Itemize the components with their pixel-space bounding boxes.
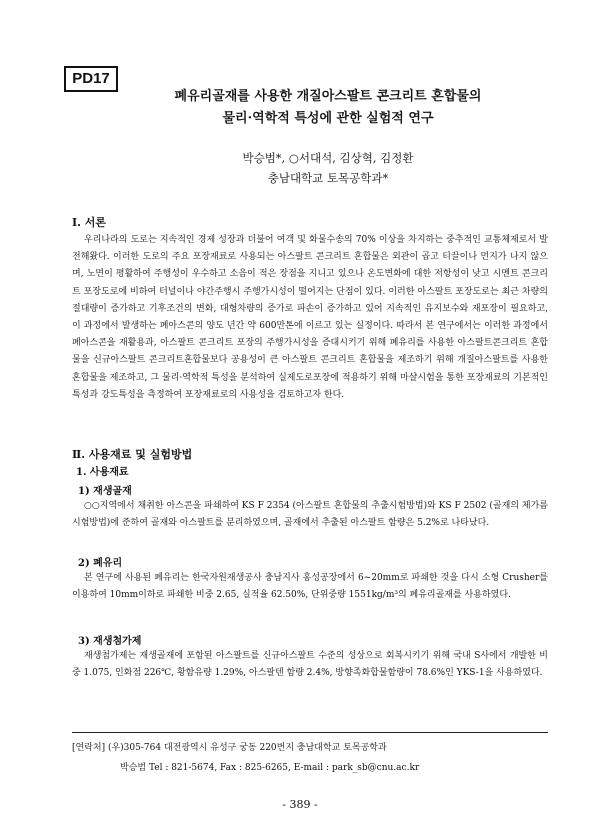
contact-block xyxy=(72,738,548,778)
paper-code-badge: PD17 xyxy=(64,66,118,92)
section-1-body: 우리나라의 도로는 지속적인 경제 성장과 더불어 여객 및 화물수송의 70% 이상을 차지하는 중추적인 교통체제로서 발전해왔다. 이러한 도로의 주요 포장재료로 사용되는 아스팔트 콘크리트 혼합물은 외관이 곱고 티끌이나 먼지가 나지 않으며, 노면이 평활하여 주행성이 우수하고 소음이 적은 장점을 지니고 있으나 온도변화에 대한 저항성이 낮고 시멘트 콘크리트 포장도로에 비하여 터널이나 야간주행시 주행가시성이 떨어지는 단점이 있다. 이러한 아스팔트 포장도로는 최근 차량의 절대량이 증가하고 기후조건의 변화, 대형차량의 증가로 파손이 증가하고 있어 지속적인 유지보수와 재포장이 필요하고, 이 과정에서 발생하는 폐아스콘의 양도 년간 약 600만톤에 이르고 있는 실정이다. 따라서 본 연구에서는 이러한 과정에서 폐아스콘을 재활용과, 아스팔트 콘크리트 포장의 주행가시성을 증대시키기 위해 폐유리를 사용한 아스팔트콘크리트 혼합물을 신규아스팔트 콘크리트혼합물보다 공용성이 큰 아스팔트 콘크리트 혼합물을 제조하기 위해 개질아스팔트를 사용한 혼합물을 제조하고, 그 물리·역학적 특성을 분석하여 실제도로포장에 적용하기 위해 마샬시험을 통한 포장재료의 기본적인 특성과 강도특성을 측정하여 포장재료로의 사용성을 검토하고자 한다. xyxy=(72,235,548,400)
author-affiliation: 충남대학교 토목공학과* xyxy=(267,171,389,185)
author-names: 박승범*, ○서대석, 김상혁, 김정환 xyxy=(242,151,414,165)
item-3-body: 재생첨가제는 재생골재에 포함된 아스팔트를 신규아스팔트 수준의 성상으로 회복시키기 위해 국내 S사에서 개발한 비중 1.075, 인화점 226℃, 황함유량 1.29%, 아스팔텐 함량 2.4%, 방향족화합물함량이 78.6%인 YKS-1을 사용하였다. xyxy=(72,651,548,679)
page-number: - 389 - xyxy=(282,798,318,811)
item-2-body: 본 연구에 사용된 폐유리는 한국자원재생공사 충남지사 홍성공장에서 6~20mm로 파쇄한 것을 다시 소형 Crusher를 이용하여 10mm이하로 파쇄한 비중 2.65, 실적율 62.50%, 단위중량 1551kg/m³의 폐유리골재를 사용하였다. xyxy=(72,573,548,601)
contact-details: 박승범 Tel : 821-5674, Fax : 825-6265, E-mail : park_sb@cnu.ac.kr xyxy=(120,763,420,773)
item-3-heading: 3) 재생첨가제 xyxy=(78,636,142,647)
title-line-2: 물리·역학적 특성에 관한 실험적 연구 xyxy=(222,111,434,126)
item-1-heading: 1) 재생골재 xyxy=(78,486,132,497)
contact-address: [연락처] (우)305-764 대전광역시 유성구 궁동 220번지 충남대학교 토목공학과 xyxy=(72,743,387,753)
title-line-1: 폐유리골재를 사용한 개질아스팔트 콘크리트 혼합물의 xyxy=(174,89,482,104)
paper-title xyxy=(118,86,538,130)
section-1-heading: Ⅰ. 서론 xyxy=(72,216,107,229)
section-2-heading: Ⅱ. 사용재료 및 실험방법 xyxy=(72,448,193,461)
footer-divider xyxy=(72,732,548,733)
item-1-body: ○○지역에서 채취한 아스콘을 파쇄하여 KS F 2354 (아스팔트 혼합물의 추출시험방법)와 KS F 2502 (골재의 체가름시험방법)에 준하여 골재와 아스팔트를 분리하였으며, 골재에서 추출된 아스팔트 함량은 5.2%로 나타났다. xyxy=(72,501,548,529)
item-2-heading: 2) 폐유리 xyxy=(78,558,123,569)
author-block xyxy=(118,148,538,188)
subsection-1-heading: 1. 사용재료 xyxy=(76,467,129,478)
